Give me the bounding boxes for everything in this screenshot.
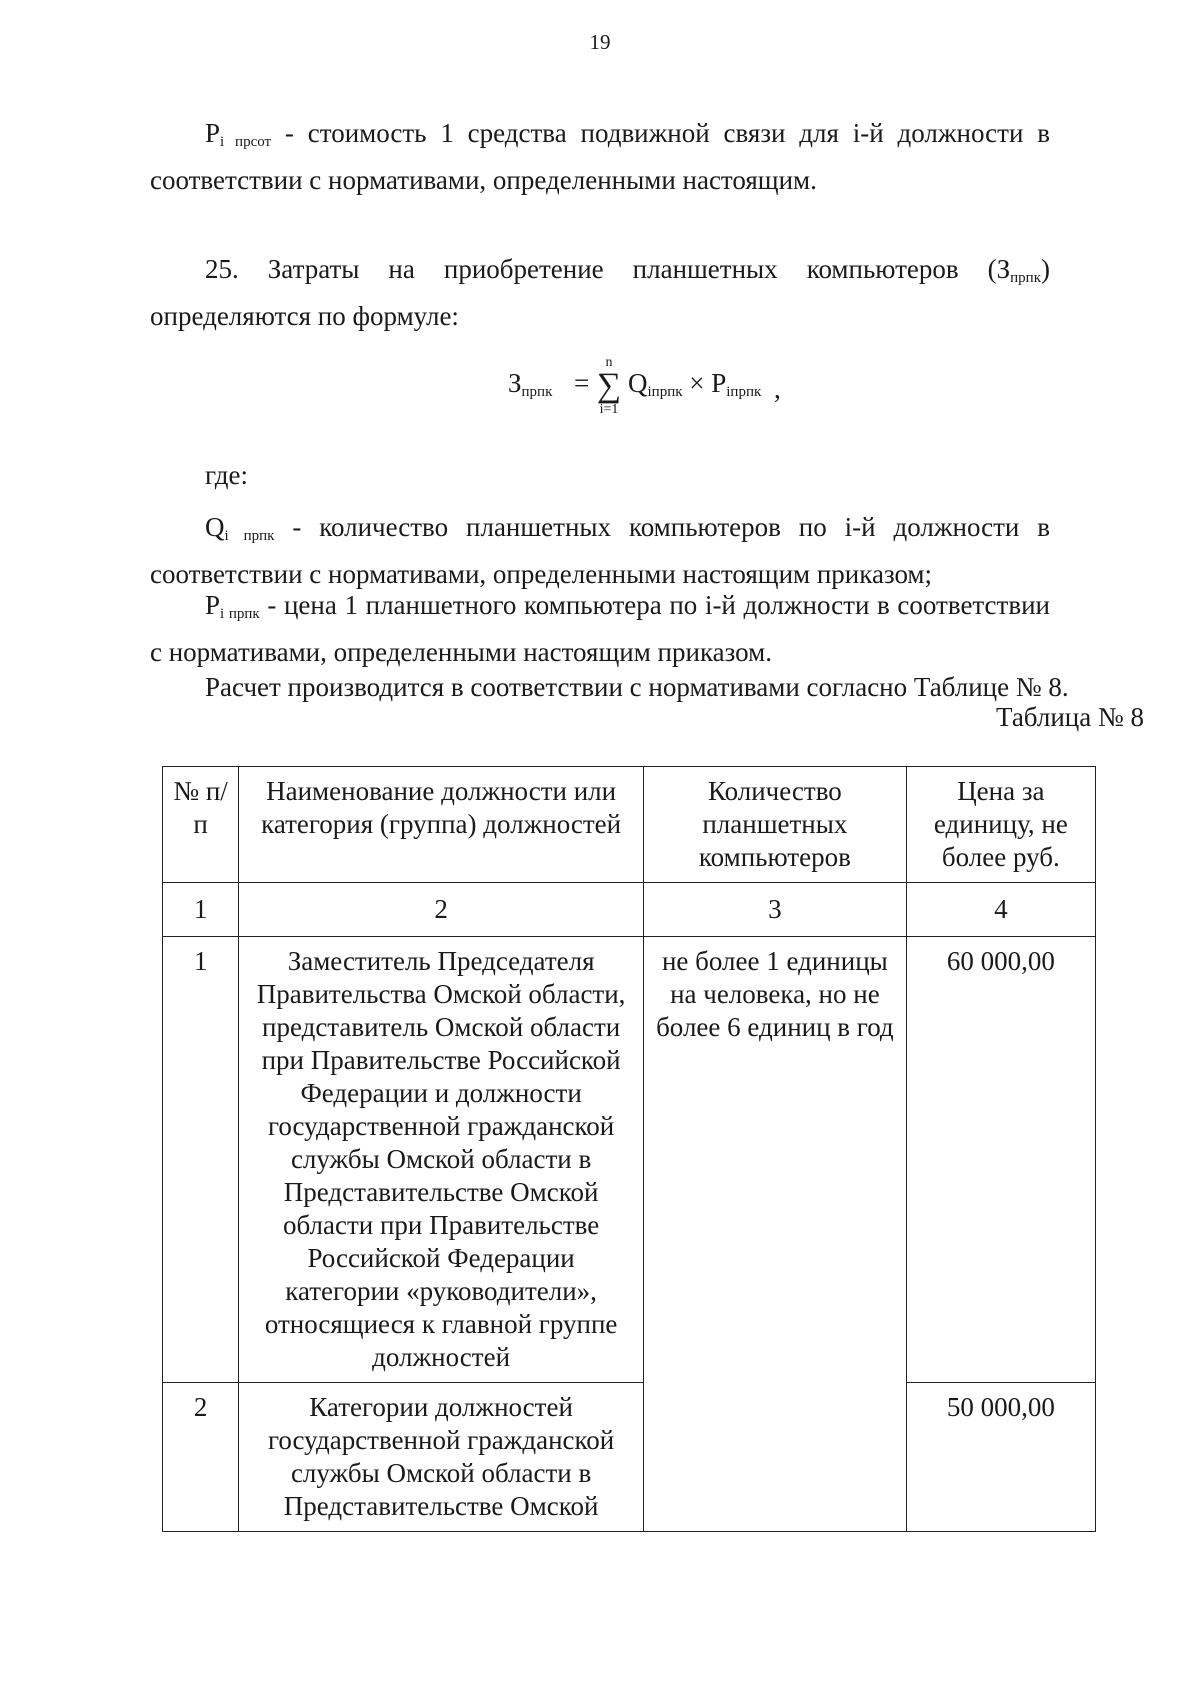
- table-caption: Таблица № 8: [996, 702, 1144, 732]
- paragraph-section-25: [150, 250, 1050, 335]
- column-number: 3: [644, 883, 907, 937]
- column-number: 2: [239, 883, 644, 937]
- symbol-subscript: i прпк: [224, 528, 275, 544]
- paragraph-text: 25. Затраты на приобретение планшетных компьютеров (З: [205, 254, 1011, 284]
- formula-lhs: $З_{прпк}$: [508, 368, 553, 400]
- paragraph-text-rest: ) определяются по формуле:: [150, 254, 1050, 331]
- row-price: 50 000,00: [906, 1383, 1095, 1532]
- paragraph-cost-definition: [150, 114, 1050, 199]
- cost-formula: [508, 352, 788, 432]
- symbol-subscript: i прсот: [220, 134, 272, 150]
- symbol-p: P: [205, 118, 221, 148]
- row-quantity: не более 1 единицы на человека, но не более 6 единиц в год: [644, 937, 907, 1532]
- row-number: 1: [163, 937, 239, 1383]
- row-position-name: Категории должностей государственной гражданской службы Омской области в Представительстве Омской: [239, 1383, 644, 1532]
- paragraph-quantity-definition: [150, 508, 1050, 593]
- symbol-q: Q: [205, 512, 225, 542]
- header-quantity: Количество планшетных компьютеров: [644, 767, 907, 883]
- table-row: [163, 937, 1096, 1383]
- column-number-row: [163, 883, 1096, 937]
- summation-sign: n ∑ i=1: [596, 355, 622, 417]
- header-price: Цена за единицу, не более руб.: [906, 767, 1095, 883]
- formula-equals: =: [574, 368, 590, 398]
- formula-rhs: $Q_{iпрпк} \times P_{iпрпк}$: [628, 368, 762, 400]
- symbol-subscript: i прпк: [220, 606, 260, 622]
- header-number: № п/п: [163, 767, 239, 883]
- paragraph-text: - цена 1 планшетного компьютера по i-й должности в соответствии с нормативами, определенными настоящим приказом.: [150, 590, 1050, 667]
- page-number: 19: [589, 30, 611, 54]
- column-number: 1: [163, 883, 239, 937]
- formula-comma: ,: [774, 374, 781, 404]
- norms-table: [162, 766, 1096, 1532]
- column-number: 4: [906, 883, 1095, 937]
- paragraph-calculation-note: Расчет производится в соответствии с нормативами согласно Таблице № 8.: [205, 672, 1069, 702]
- table-row: [163, 1383, 1096, 1532]
- row-number: 2: [163, 1383, 239, 1532]
- paragraph-text: - стоимость 1 средства подвижной связи для i-й должности в соответствии с нормативами, определенными настоящим.: [150, 118, 1050, 195]
- row-position-name: Заместитель Председателя Правительства Омской области, представитель Омской области при Правительстве Российской Федерации и должности государственной гражданской службы Омской области в Представительстве Омской области при Правительстве Российской Федерации категории «руководители», относящиеся к главной группе должностей: [239, 937, 644, 1383]
- symbol-p: P: [205, 590, 221, 620]
- table-header-row: [163, 767, 1096, 883]
- symbol-subscript: прпк: [1010, 270, 1041, 286]
- paragraph-text: - количество планшетных компьютеров по i-й должности в соответствии с нормативами, определенными настоящим приказом;: [150, 512, 1050, 589]
- row-price: 60 000,00: [906, 937, 1095, 1383]
- paragraph-price-definition: [150, 586, 1050, 671]
- header-position: Наименование должности или категория (группа) должностей: [239, 767, 644, 883]
- where-label: где:: [205, 460, 248, 490]
